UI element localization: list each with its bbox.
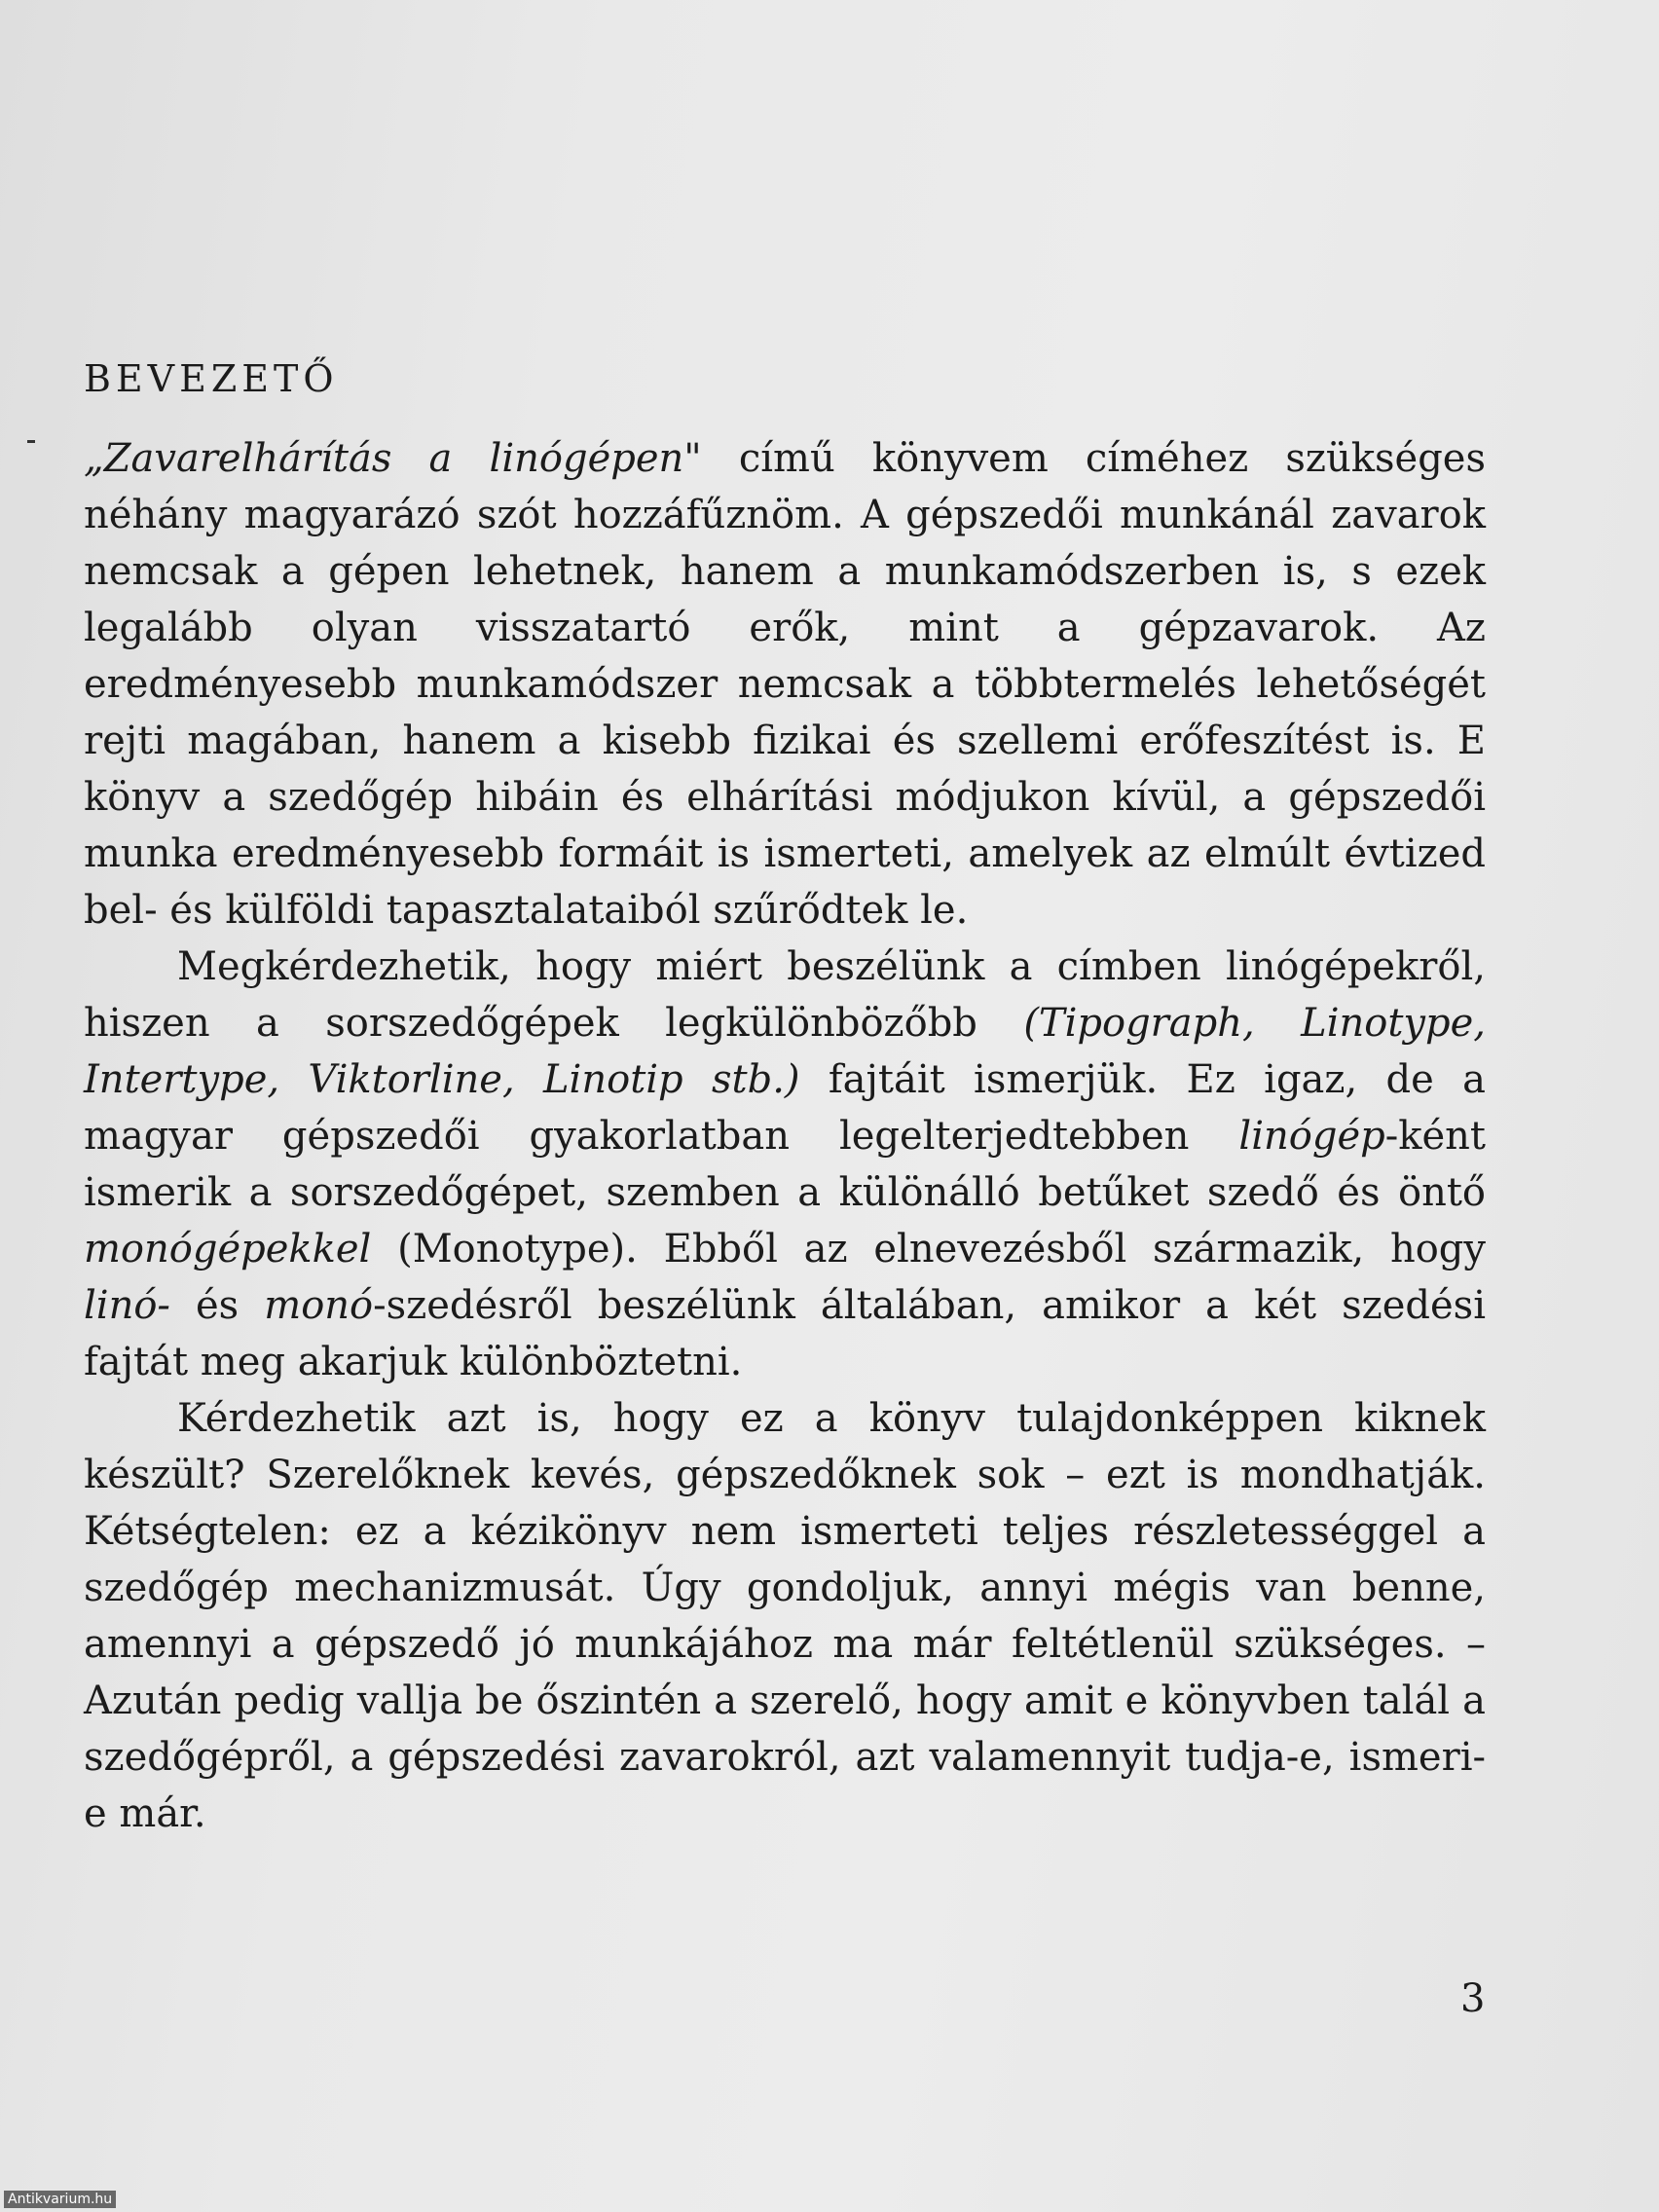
paragraph-2 — [84, 939, 1486, 1390]
paragraph-2-text-2: fajtáit ismerjük. Ez igaz, de a magyar gépszedői gyakorlatban legelterjedtebben — [84, 1057, 1486, 1159]
term-linogep: linógép — [1238, 1114, 1385, 1159]
paragraph-2-text-5: és — [169, 1283, 265, 1328]
paragraph-2-text-1: Megkérdezhetik, hogy miért beszélünk a címben linógépekről, hiszen a sorszedőgépek legkülönbözőbb — [84, 944, 1486, 1046]
page-number: 3 — [1460, 1976, 1486, 2021]
term-lino: linó- — [84, 1283, 170, 1328]
term-monogepekkel: monógépekkel — [84, 1227, 372, 1272]
book-title: „Zavarelhárítás a linógépen" — [84, 436, 702, 481]
paragraph-3: Kérdezhetik azt is, hogy ez a könyv tulajdonképpen kiknek készült? Szerelőknek kevés, gépszedőknek sok – ezt is mondhatják. Kétségtelen: ez a kézikönyv nem ismerteti teljes részletességgel a szedőgép mechanizmusát. Úgy gondoljuk, annyi mégis van benne, amennyi a gépszedő jó munkájához ma már feltétlenül szükséges. – Azután pedig vallja be őszintén a szerelő, hogy amit e könyvben talál a szedőgépről, a gépszedési zavarokról, azt valamennyit tudja-e, ismeri-e már. — [84, 1396, 1486, 1836]
paragraph-1-text: című könyvem címéhez szükséges néhány magyarázó szót hozzáfűznöm. A gépszedői munkánál zavarok nemcsak a gépen lehetnek, hanem a munkamódszerben is, s ezek legalább olyan visszatartó erők, mint a gépzavarok. Az eredményesebb munkamódszer nemcsak a többtermelés lehetőségét rejti magában, hanem a kisebb fizikai és szellemi erőfeszítést is. E könyv a szedőgép hibáin és elhárítási módjukon kívül, a gépszedői munka eredményesebb formáit is ismerteti, amelyek az elmúlt évtized bel- és külföldi tapasztalataiból szűrődtek le. — [84, 436, 1486, 933]
paragraph-1 — [84, 430, 1486, 939]
ink-speck — [27, 440, 35, 443]
paragraph-2-text-3: -ként ismerik a sorszedőgépet, szemben a különálló betűket szedő és öntő — [84, 1114, 1486, 1215]
watermark: Antikvarium.hu — [4, 2191, 116, 2208]
chapter-heading: BEVEZETŐ — [84, 357, 339, 400]
paragraph-2-text-6: -szedésről beszélünk általában, amikor a két szedési fajtát meg akarjuk különböztetni. — [84, 1283, 1486, 1384]
term-mono: monó — [264, 1283, 374, 1328]
machine-list: (Tipograph, Linotype, Intertype, Viktorline, Linotip stb.) — [84, 1001, 1487, 1102]
page-content — [84, 350, 1486, 1842]
paragraph-2-text-4: (Monotype). Ebből az elnevezésből származik, hogy — [371, 1227, 1486, 1272]
